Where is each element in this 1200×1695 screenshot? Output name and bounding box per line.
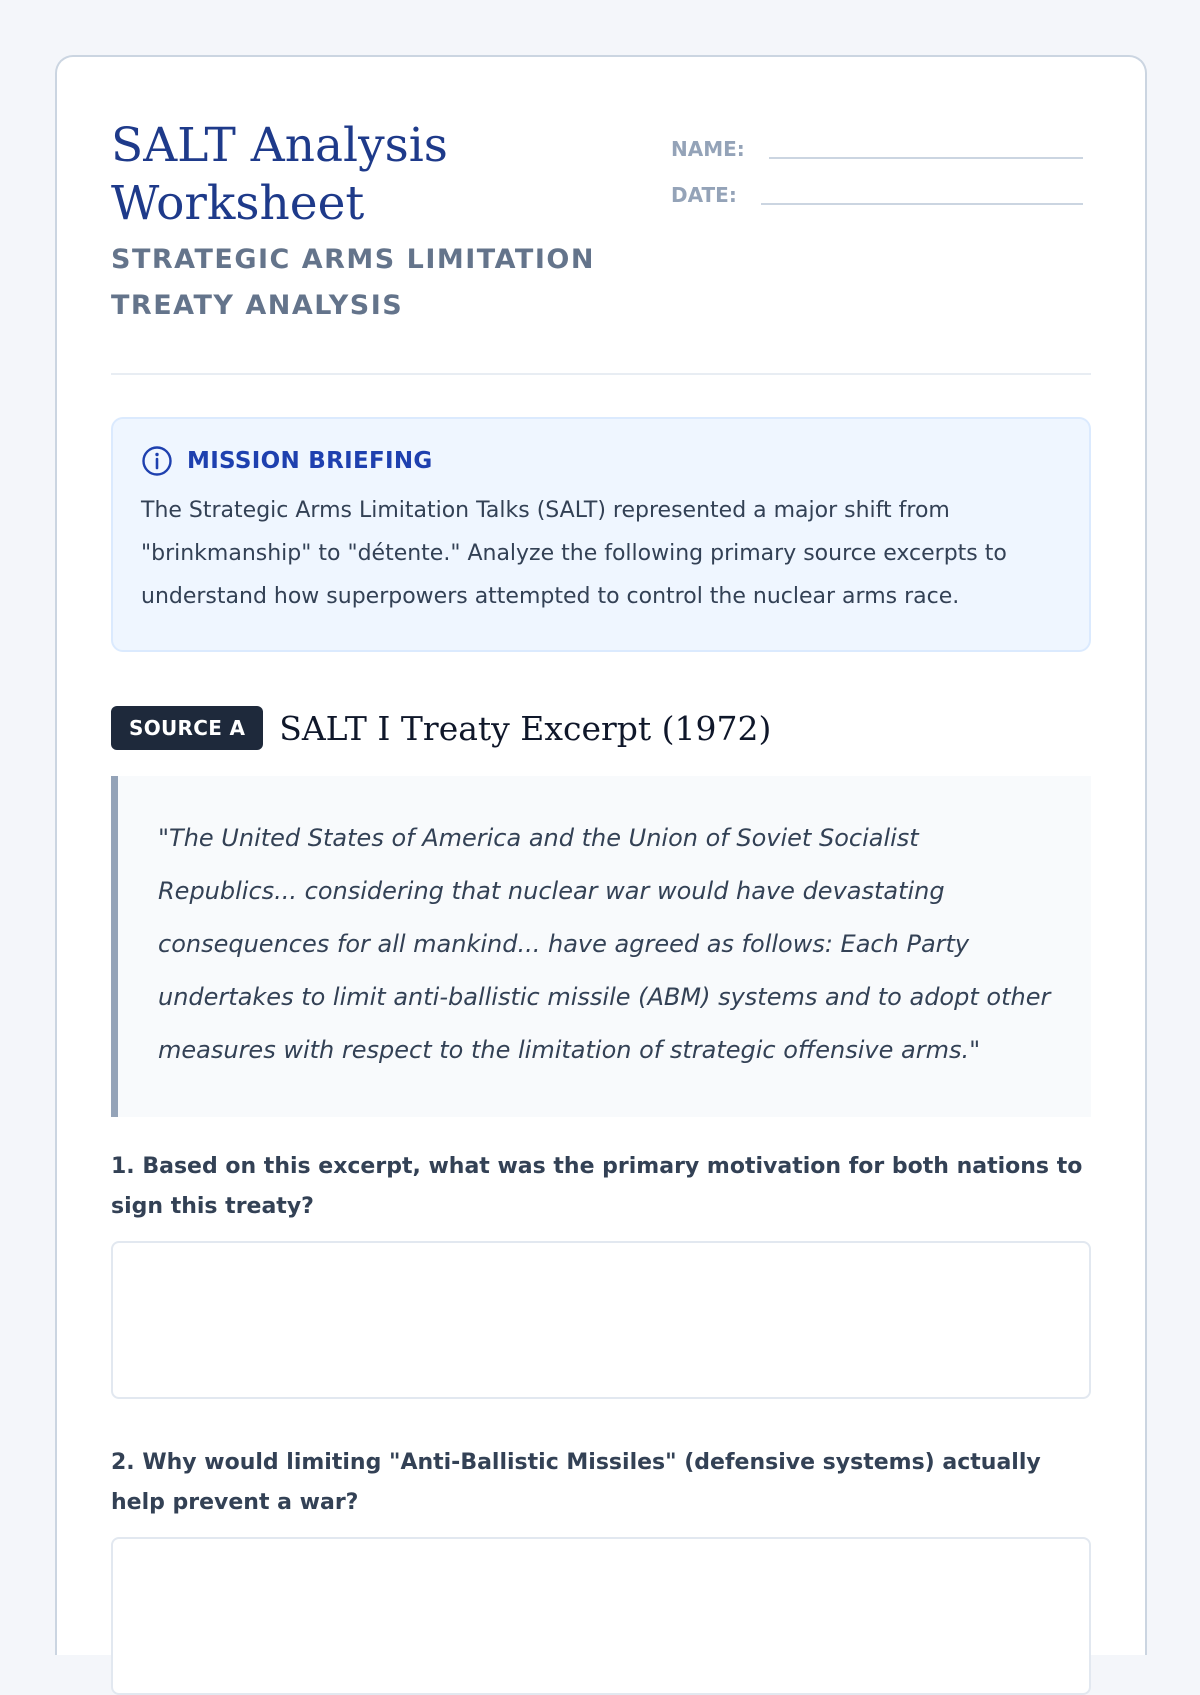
- date-line[interactable]: [761, 203, 1083, 205]
- answer-box-1[interactable]: [111, 1241, 1091, 1399]
- source-title: SALT I Treaty Excerpt (1972): [279, 708, 772, 748]
- answer-box-2[interactable]: [111, 1537, 1091, 1695]
- briefing-text: The Strategic Arms Limitation Talks (SALT) represented a major shift from "brinkmanship" to "détente." Analyze the following primary source excerpts to understand how superpowers attempted to control the nuclear arms race.: [141, 498, 1007, 609]
- question-1: 1. Based on this excerpt, what was the primary motivation for both nations to sign this treaty?: [111, 1154, 1083, 1219]
- mission-briefing: [111, 417, 1091, 652]
- source-a-header: [111, 706, 1091, 750]
- title-block: [111, 117, 671, 329]
- student-fields: [671, 117, 1091, 213]
- date-label: DATE:: [671, 183, 737, 207]
- page-title: SALT Analysis Worksheet: [111, 118, 448, 231]
- worksheet: [55, 55, 1147, 1655]
- page-subtitle: STRATEGIC ARMS LIMITATION TREATY ANALYSIS: [111, 244, 595, 321]
- briefing-title: MISSION BRIEFING: [187, 448, 433, 474]
- worksheet-header: [111, 117, 1091, 375]
- source-quote: [111, 776, 1091, 1117]
- date-field[interactable]: [671, 167, 1091, 213]
- briefing-header: [141, 445, 1061, 477]
- info-circle-icon: [141, 445, 173, 477]
- quote-text: "The United States of America and the Union of Soviet Socialist Republics... considering that nuclear war would have devastating consequences for all mankind... have agreed as follows: Each Party undertakes to limit anti-ballistic missile (ABM) systems and to adopt other measures with respect to the limitation of strategic offensive arms.": [158, 824, 1051, 1064]
- source-badge: SOURCE A: [111, 706, 263, 750]
- name-line[interactable]: [769, 157, 1083, 159]
- question-2: 2. Why would limiting "Anti-Ballistic Missiles" (defensive systems) actually help prevent a war?: [111, 1450, 1041, 1515]
- name-label: NAME:: [671, 137, 745, 161]
- name-field[interactable]: [671, 121, 1091, 167]
